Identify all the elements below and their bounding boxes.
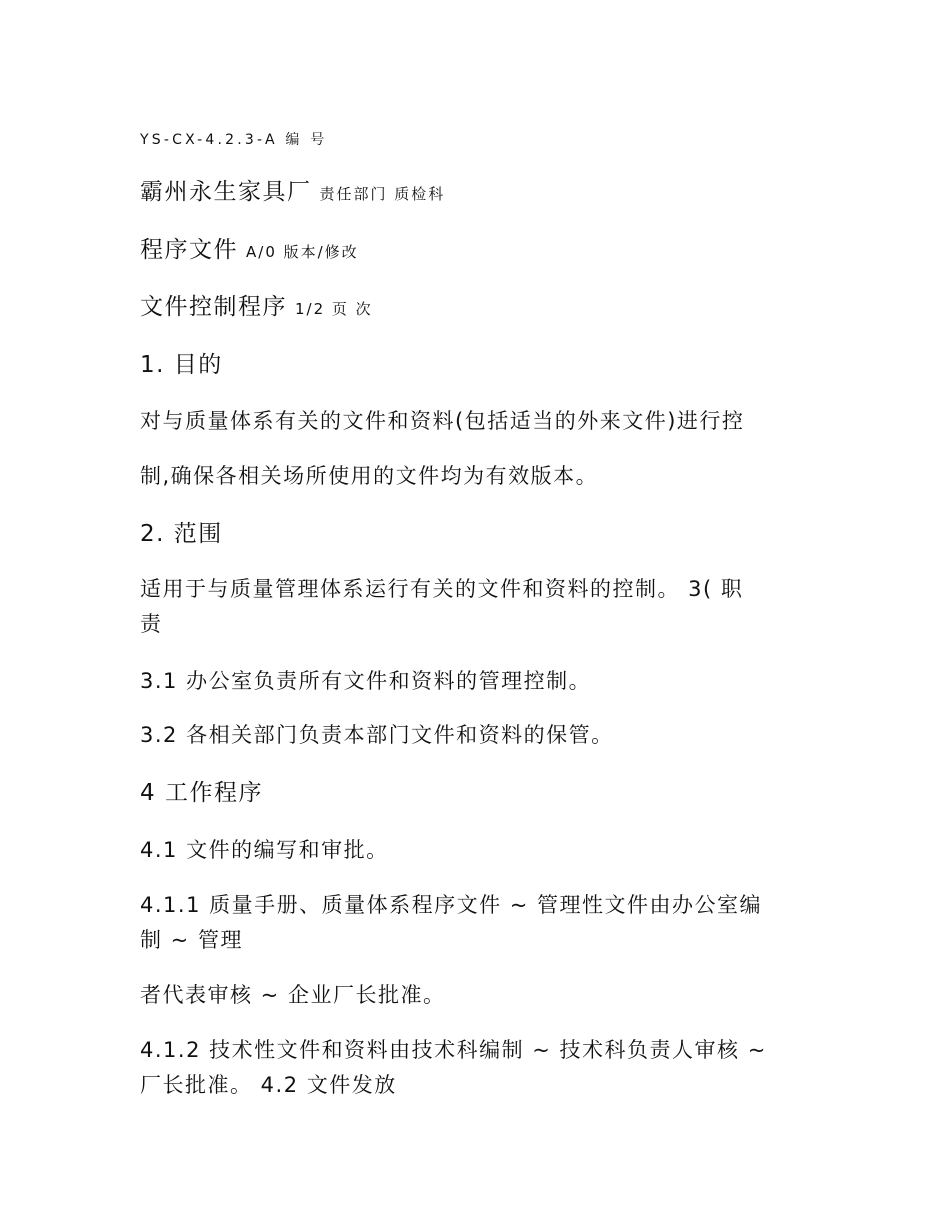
document-code-line: YS-CX-4.2.3-A 编 号: [140, 132, 328, 148]
responsibility-department: 责任部门 质检科: [319, 185, 446, 203]
doc-type-line: [140, 239, 359, 262]
section-4-1-2-line-2: 厂长批准。 4.2 文件发放: [140, 1073, 397, 1097]
section-4-heading: 4 工作程序: [140, 780, 263, 806]
section-3-2: 3.2 各相关部门负责本部门文件和资料的保管。: [140, 723, 614, 747]
section-1-heading: 1. 目的: [140, 352, 223, 378]
section-4-1: 4.1 文件的编写和审批。: [140, 838, 389, 862]
section-4-1-2-line-1: 4.1.2 技术性文件和资料由技术科编制 ~ 技术科负责人审核 ~: [140, 1038, 767, 1062]
page-info: 1/2 页 次: [295, 300, 373, 318]
doc-title-line: [140, 296, 373, 319]
section-4-1-1-line-2: 制 ~ 管理: [140, 928, 243, 952]
section-2-text-line-2: 责: [140, 612, 163, 636]
section-4-1-1-line-3: 者代表审核 ~ 企业厂长批准。: [140, 983, 446, 1007]
section-3-1: 3.1 办公室负责所有文件和资料的管理控制。: [140, 669, 592, 693]
section-4-1-1-line-1: 4.1.1 质量手册、质量体系程序文件 ~ 管理性文件由办公室编: [140, 893, 763, 917]
section-1-text-line-1: 对与质量体系有关的文件和资料(包括适当的外来文件)进行控: [140, 409, 745, 433]
document-type: 程序文件: [140, 237, 238, 263]
version-revision: A/0 版本/修改: [246, 243, 359, 261]
document-title: 文件控制程序: [140, 294, 287, 320]
factory-line: [140, 181, 445, 204]
section-2-text-line-1: 适用于与质量管理体系运行有关的文件和资料的控制。 3( 职: [140, 577, 744, 601]
section-2-heading: 2. 范围: [140, 521, 223, 547]
section-1-text-line-2: 制,确保各相关场所使用的文件均为有效版本。: [140, 464, 599, 488]
factory-name: 霸州永生家具厂: [140, 179, 312, 205]
